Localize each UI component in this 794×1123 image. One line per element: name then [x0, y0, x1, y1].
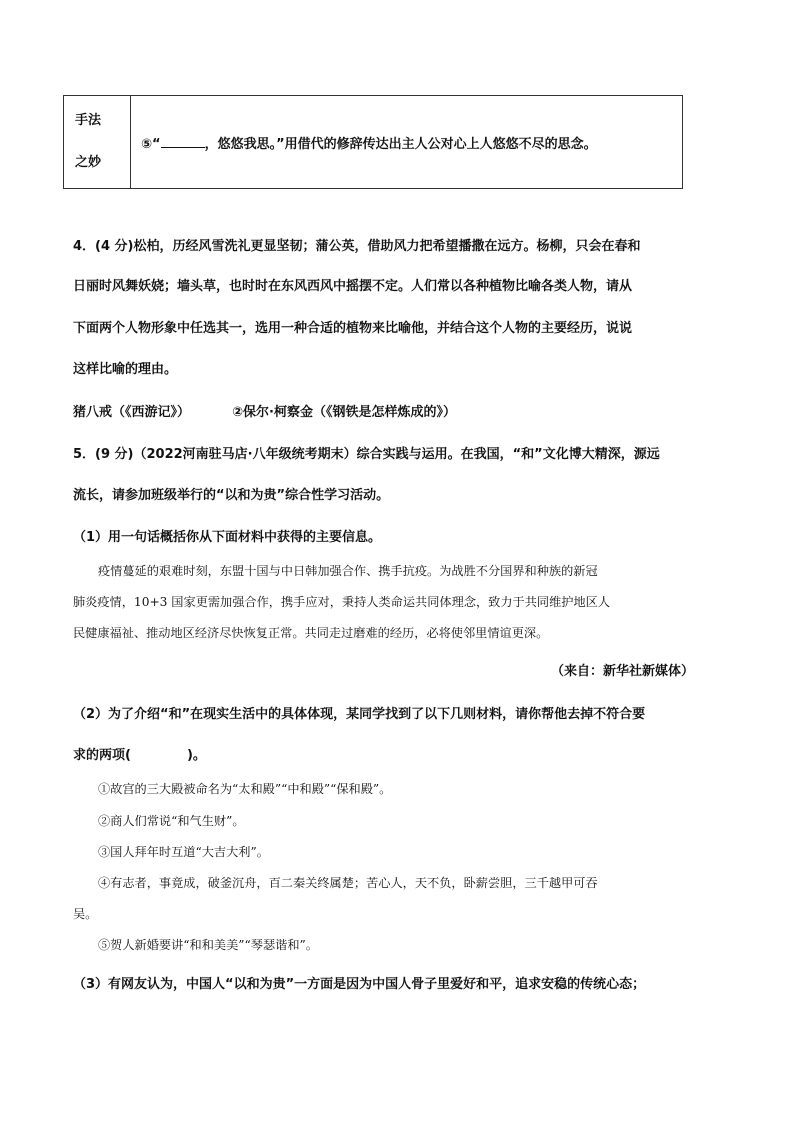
table-header-line1: 手法	[75, 113, 102, 128]
technique-table	[63, 95, 683, 189]
q4-line4: 这样比喻的理由。	[73, 362, 178, 377]
open-quote: “	[152, 136, 161, 152]
table-content-text: ，悠悠我思。”用借代的修辞传达出主人公对心上人悠悠不尽的思念。	[204, 136, 597, 152]
material-item-4-line1: ④有志者，事竟成，破釜沉舟，百二秦关终属楚；苦心人，天不负，卧薪尝胆，三千越甲可吞	[98, 876, 598, 890]
passage-source: （来自：新华社新媒体）	[550, 664, 694, 679]
table-header-cell	[64, 96, 131, 189]
material-item-4-line2: 吴。	[73, 907, 98, 921]
passage-line3: 民健康福祉、推动地区经济尽快恢复正常。共同走过磨难的经历，必将使邻里情谊更深。	[73, 626, 549, 640]
q4-line1: 4．(4 分)松柏，历经风雪洗礼更显坚韧；蒲公英，借助风力把希望播撒在远方。杨柳，只会在春和	[73, 239, 641, 254]
material-item-5: ⑤贺人新婚要讲“和和美美”“琴瑟谐和”。	[98, 938, 318, 952]
q4-option-1: 猪八戒（《西游记》）	[73, 405, 191, 420]
q4-line3: 下面两个人物形象中任选其一，选用一种合适的植物来比喻他，并结合这个人物的主要经历，说说	[73, 321, 633, 336]
q4-line2: 日丽时风舞妖娆；墙头草，也时时在东风西风中摇摆不定。人们常以各种植物比喻各类人物，请从	[73, 279, 633, 294]
q5-sub2-line2	[73, 744, 206, 763]
q5-line1: 5．(9 分)（2022河南驻马店·八年级统考期末）综合实践与运用。在我国，“和”文化博大精深，源远	[73, 447, 660, 462]
table-content-cell	[131, 96, 683, 189]
table-header-line2: 之妙	[75, 155, 102, 170]
item-number: ⑤	[141, 136, 153, 152]
passage-line1: 疫情蔓延的艰难时刻，东盟十国与中日韩加强合作、携手抗疫。为战胜不分国界和种族的新冠	[98, 564, 598, 578]
q5-sub3: （3）有网友认为，中国人“以和为贵”一方面是因为中国人骨子里爱好和平，追求安稳的传统心态；	[73, 977, 646, 992]
fill-blank[interactable]	[161, 135, 205, 148]
q4-option-2: ②保尔·柯察金（《钢铁是怎样炼成的》）	[232, 405, 456, 420]
material-item-3: ③国人拜年时互道“大吉大利”。	[98, 845, 269, 859]
q5-sub1: （1）用一句话概括你从下面材料中获得的主要信息。	[73, 530, 382, 545]
material-item-1: ①故宫的三大殿被命名为“太和殿”“中和殿”“保和殿”。	[98, 782, 392, 796]
q5-sub2-line1: （2）为了介绍“和”在现实生活中的具体体现，某同学找到了以下几则材料，请你帮他去掉不符合要	[73, 707, 646, 722]
material-item-2: ②商人们常说“和气生财”。	[98, 814, 245, 828]
q5-sub2-prefix: 求的两项(	[73, 748, 131, 763]
q5-line2: 流长，请参加班级举行的“以和为贵”综合性学习活动。	[73, 488, 390, 503]
passage-line2: 肺炎疫情，10+3 国家更需加强合作，携手应对，秉持人类命运共同体理念，致力于共同维护地区人	[73, 595, 611, 609]
q5-sub2-suffix: )。	[186, 748, 206, 763]
